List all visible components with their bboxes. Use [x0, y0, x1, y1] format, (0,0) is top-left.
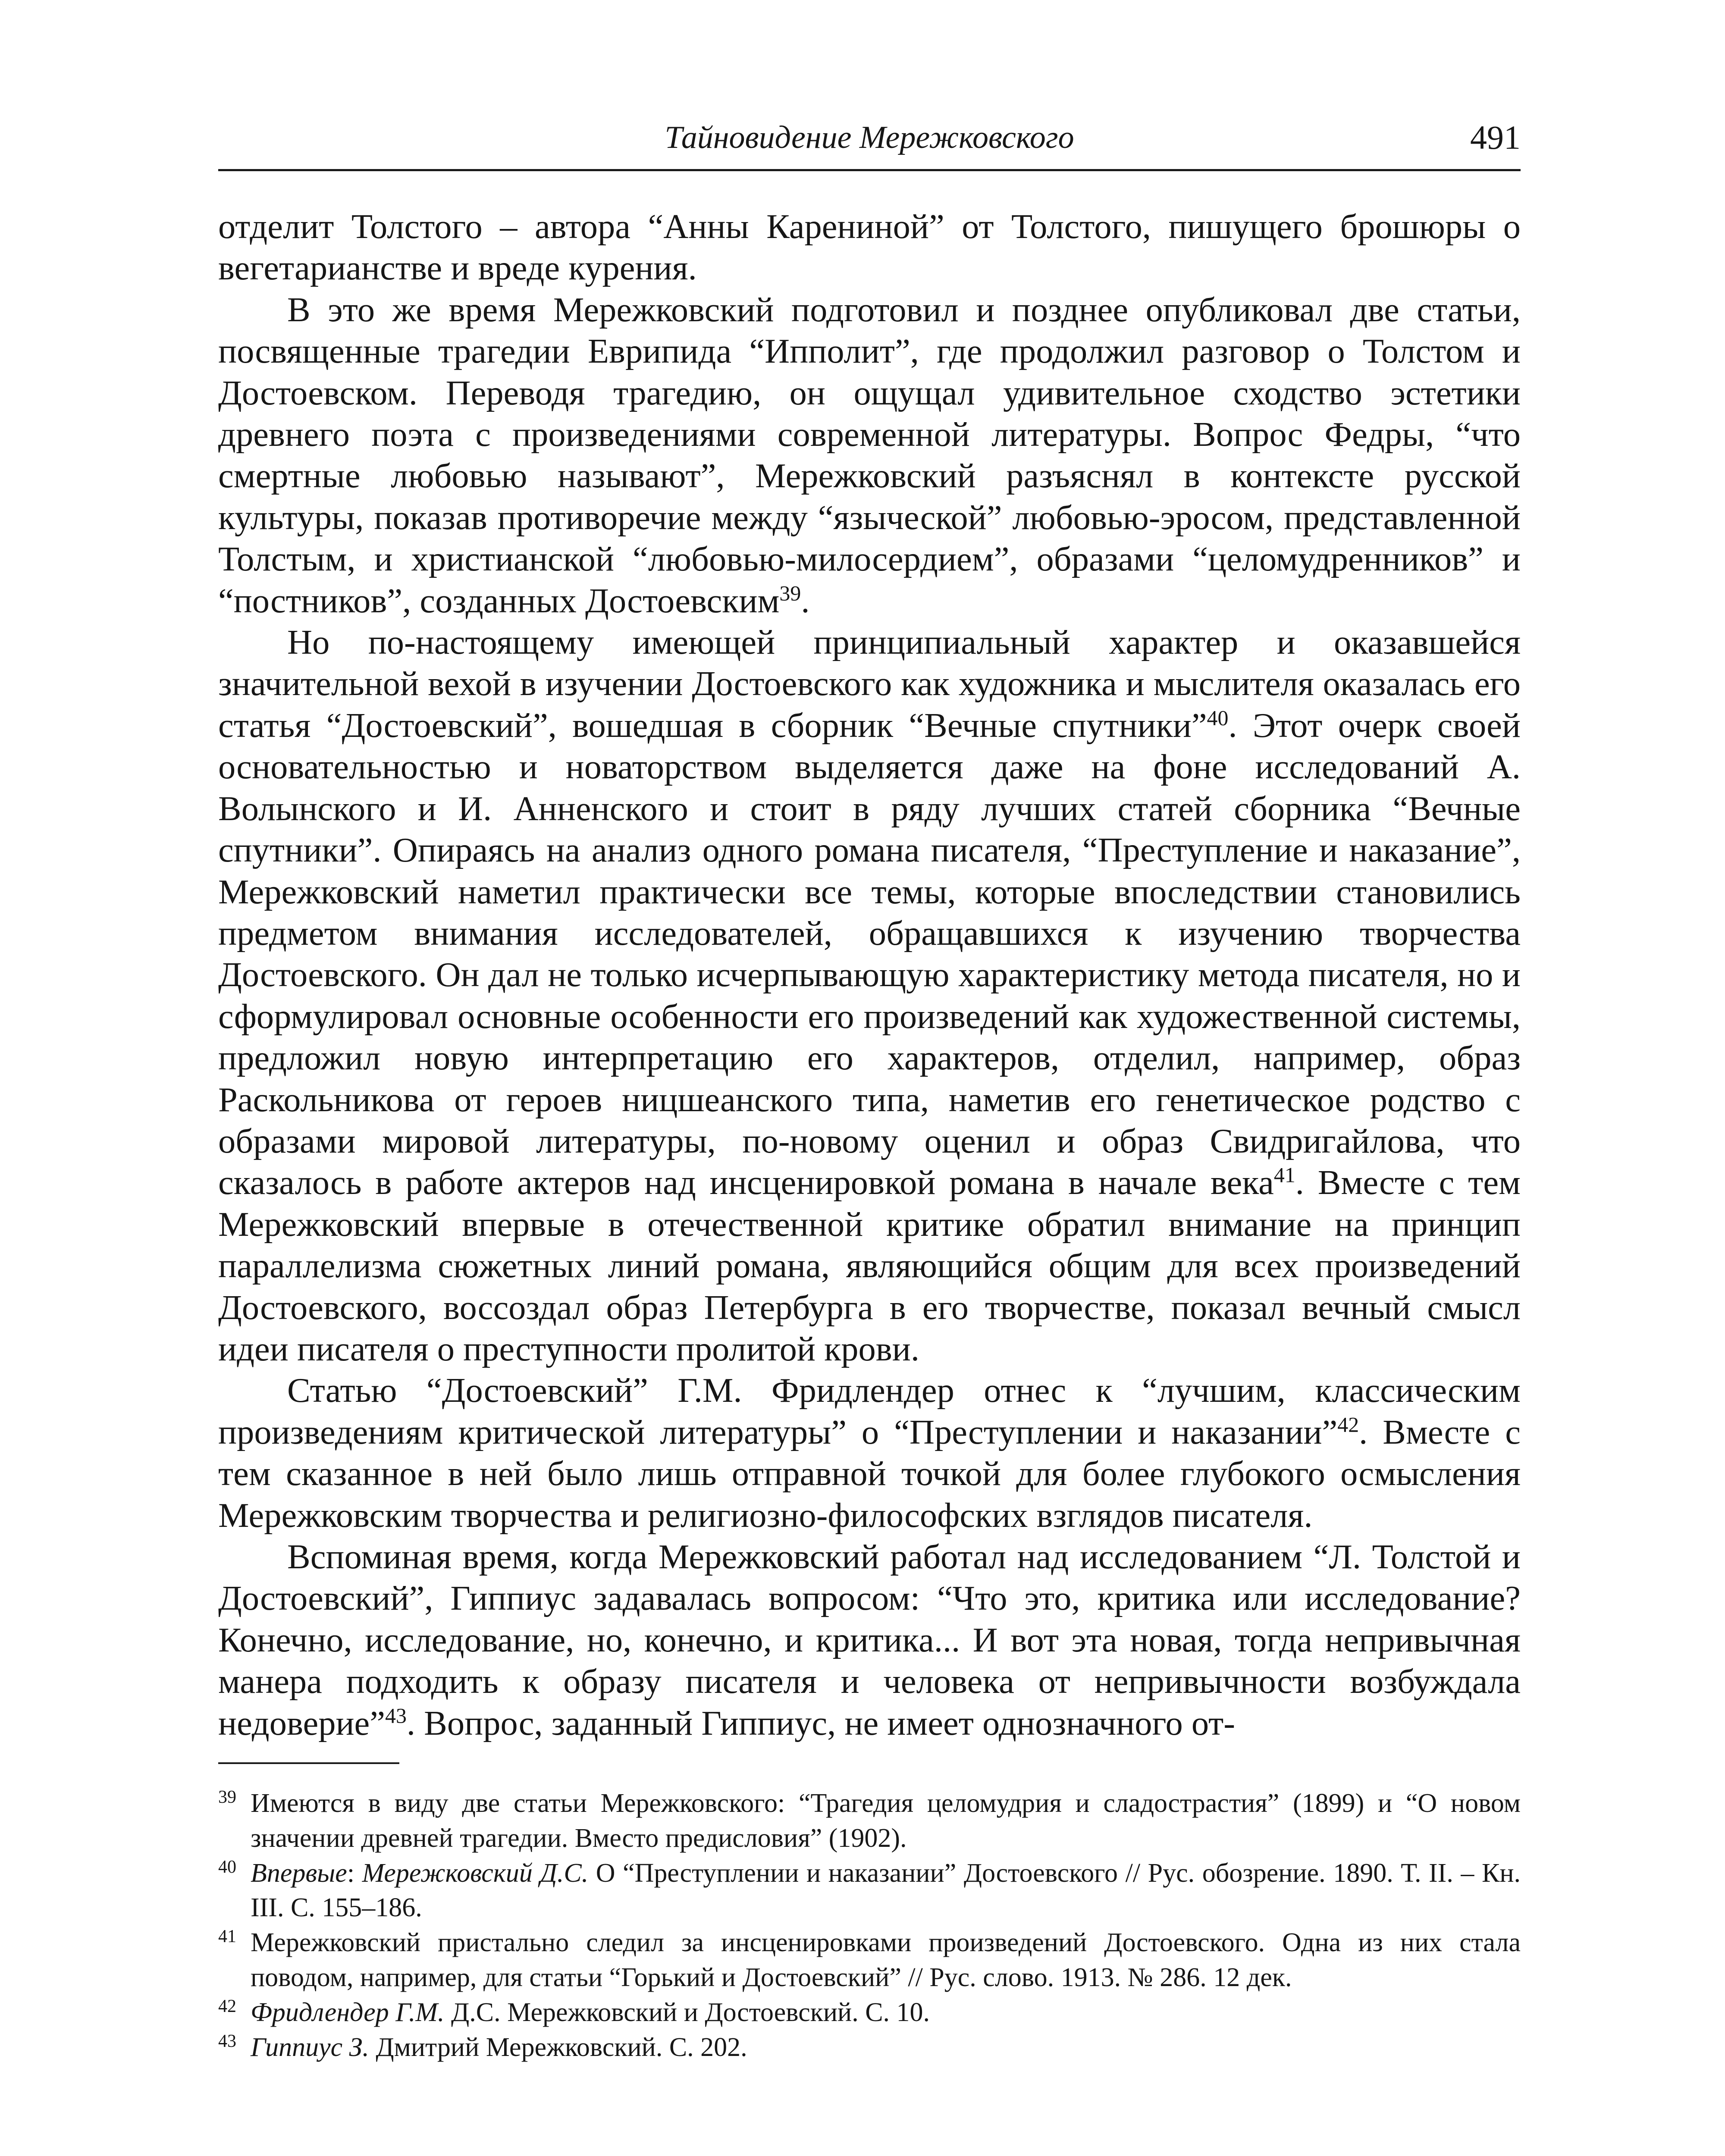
footnote-number: 43 — [218, 2031, 236, 2051]
text-run: : — [347, 1858, 362, 1888]
italic-text: Мережковский Д.С. — [362, 1858, 589, 1888]
text-run: Но по-настоящему имеющей принципиальный характер и оказавшейся значительной вехой в изучении Достоевского как художника и мыслителя оказалась его статья “Достоевский”, вошедшая в сборник “Вечные спутники” — [218, 623, 1521, 745]
text-run: Дмитрий Мережковский. С. 202. — [369, 2032, 747, 2062]
text-run: . Этот очерк своей основательностью и новаторством выделяется даже на фоне исследований А. Волынского и И. Анненского и стоит в ряду лучших статей сборника “Вечные спутники”. Опираясь на анализ одного романа писателя, “Преступление и наказание”, Мережковский наметил практически все темы, которые впоследствии становились предметом внимания исследователей, обращавшихся к изучению творчества Достоевского. Он дал не только исчерпывающую характеристику метода писателя, но и сформулировал основные особенности его произведений как художественной системы, предложил новую интерпретацию его характеров, отделил, например, образ Раскольникова от героев ницшеанского типа, наметив его генетическое родство с образами мировой литературы, по-новому оценил и образ Свидригайлова, что сказалось в работе актеров над инсценировкой романа в начале века — [218, 706, 1521, 1202]
text-run: . Вопрос, заданный Гиппиус, не имеет однозначного от- — [406, 1704, 1236, 1742]
footnote-separator — [218, 1762, 399, 1764]
footnotes — [218, 1786, 1521, 2065]
footnote-reference: 39 — [779, 581, 801, 605]
text-run: отделит Толстого – автора “Анны Карениной” от Толстого, пишущего брошюры о вегетарианстве и вреде курения. — [218, 207, 1521, 288]
italic-text: Фридлендер Г.М. — [251, 1997, 445, 2027]
main-text — [218, 206, 1521, 1744]
text-run: . Вместе с тем Мережковский впервые в отечественной критике обратил внимание на принцип параллелизма сюжетных линий романа, являющийся общим для всех произведений Достоевского, воссоздал образ Петербурга в его творчестве, показал вечный смысл идеи писателя о преступности пролитой крови. — [218, 1163, 1521, 1368]
text-run: О “Преступлении и наказании” Достоевского // Рус. обозрение. 1890. Т. II. – Кн. III. С. 155–186. — [251, 1858, 1521, 1923]
text-run: Статью “Достоевский” Г.М. Фридлендер отнес к “лучшим, классическим произведениям критической литературы” о “Преступлении и наказании” — [218, 1371, 1521, 1451]
running-header — [218, 113, 1521, 171]
text-run: Мережковский пристально следил за инсценировками произведений Достоевского. Одна из них стала поводом, например, для статьи “Горький и Достоевский” // Рус. слово. 1913. № 286. 12 дек. — [251, 1928, 1521, 1992]
footnote — [218, 1856, 1521, 1926]
footnote-reference: 43 — [385, 1704, 407, 1728]
paragraph — [218, 1536, 1521, 1744]
footnote — [218, 1786, 1521, 1856]
paragraph — [218, 206, 1521, 289]
italic-text: Впервые — [251, 1858, 347, 1888]
footnote-number: 41 — [218, 1927, 236, 1947]
footnote-number: 39 — [218, 1787, 236, 1807]
paragraph — [218, 1370, 1521, 1536]
text-run: Вспоминая время, когда Мережковский работал над исследованием “Л. Толстой и Достоевский”, Гиппиус задавалась вопросом: “Что это, критика или исследование? Конечно, исследование, но, конечно, и критика... И вот эта новая, тогда непривычная манера подходить к образу писателя и человека от непривычности возбуждала недоверие” — [218, 1538, 1521, 1742]
text-run: Д.С. Мережковский и Достоевский. С. 10. — [444, 1997, 930, 2027]
paragraph — [218, 622, 1521, 1370]
italic-text: Гиппиус З. — [251, 2032, 369, 2062]
footnote-reference: 42 — [1337, 1413, 1359, 1437]
footnote-number: 42 — [218, 1996, 236, 2016]
footnote — [218, 2030, 1521, 2065]
text-run: . Вместе с тем сказанное в ней было лишь отправной точкой для более глубокого осмысления Мережковским творчества и религиозно-философских взглядов писателя. — [218, 1413, 1521, 1535]
paragraph — [218, 289, 1521, 622]
text-run: В это же время Мережковский подготовил и позднее опубликовал две статьи, посвященные трагедии Еврипида “Ипполит”, где продолжил разговор о Толстом и Достоевском. Переводя трагедию, он ощущал удивительное сходство эстетики древнего поэта с произведениями современной литературы. Вопрос Федры, “что смертные любовью называют”, Мережковский разъяснял в контексте русской культуры, показав противоречие между “языческой” любовью-эросом, представленной Толстым, и христианской “любовью-милосердием”, образами “целомудренников” и “постников”, созданных Достоевским — [218, 290, 1521, 620]
running-title: Тайновидение Мережковского — [665, 120, 1074, 155]
footnote-reference: 40 — [1207, 706, 1229, 730]
footnote-reference: 41 — [1273, 1163, 1295, 1187]
footnote — [218, 1995, 1521, 2030]
footnote — [218, 1925, 1521, 1995]
text-run: Имеются в виду две статьи Мережковского: “Трагедия целомудрия и сладострастия” (1899) и “О новом значении древней трагедии. Вместо предисловия” (1902). — [251, 1789, 1521, 1853]
page-number: 491 — [1470, 119, 1521, 156]
footnote-number: 40 — [218, 1857, 236, 1877]
text-run: . — [801, 581, 810, 620]
